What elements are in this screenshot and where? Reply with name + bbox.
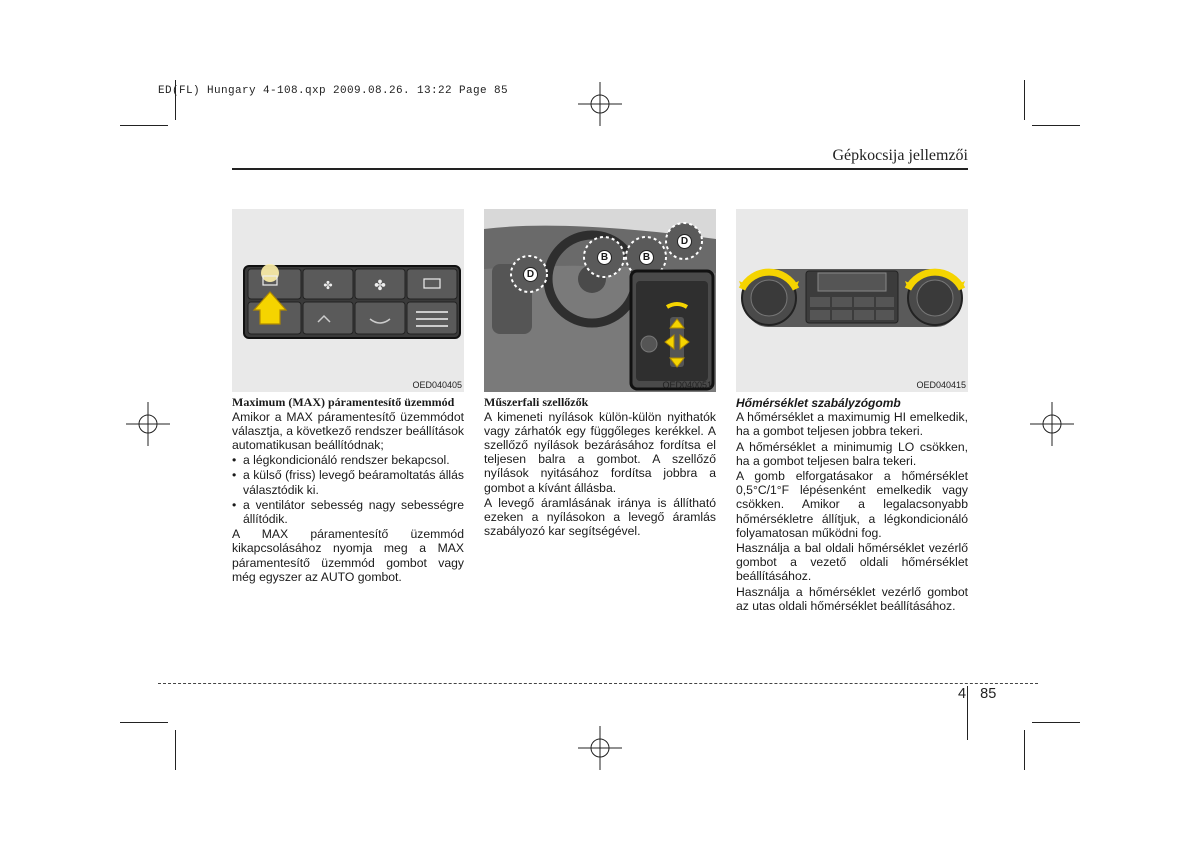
- paragraph: Használja a hőmérséklet vezérlő gombot az utas oldali hőmérséklet beállításához.: [736, 584, 968, 613]
- svg-text:✤: ✤: [374, 278, 386, 294]
- file-info-header: ED(FL) Hungary 4-108.qxp 2009.08.26. 13:22 Page 85: [158, 85, 509, 97]
- footer-dashed-rule: [158, 683, 1038, 684]
- crop-mark: [1032, 125, 1080, 126]
- figure-dashboard-vents: [484, 209, 716, 392]
- figure-temperature-knobs: [736, 209, 968, 392]
- chapter-number: 4: [958, 686, 967, 702]
- middle-column: [484, 396, 716, 539]
- registration-mark-bottom: [578, 726, 622, 770]
- paragraph: A hőmérséklet a minimumig LO csökken, ha a gombot teljesen balra tekeri.: [736, 439, 968, 468]
- svg-text:✤: ✤: [323, 279, 333, 292]
- list-item: • a ventilátor sebesség nagy sebességre állítódik.: [232, 498, 464, 526]
- registration-mark-top: [578, 82, 622, 126]
- callout-label-d-right: D: [677, 234, 692, 249]
- section-heading: Maximum (MAX) páramentesítő üzemmód: [232, 395, 455, 409]
- crop-mark: [1032, 722, 1080, 723]
- paragraph: Amikor a MAX páramentesítő üzemmódot választja, a következő rendszer beállítások automatikusan beállítódnak;: [232, 409, 464, 452]
- registration-mark-left: [126, 402, 170, 446]
- crop-mark: [120, 125, 168, 126]
- section-title: Gépkocsija jellemzői: [832, 147, 968, 164]
- paragraph: A hőmérséklet a maximumig HI emelkedik, ha a gombot teljesen jobbra tekeri.: [736, 410, 968, 439]
- list-item: • a külső (friss) levegő beáramoltatás állás választódik ki.: [232, 468, 464, 496]
- crop-mark: [120, 722, 168, 723]
- callout-label-d-left: D: [523, 267, 538, 282]
- page-number-value: 85: [980, 686, 997, 702]
- paragraph: A kimeneti nyílások külön-külön nyithatók vagy zárhatók egy függőleges kerékkel. A szellőző nyílások bezárásához fordítsa el teljesen balra a gombot. A szellőző nyílások nyitásához fordítsa jobbra a gombot a kívánt állásba.: [484, 409, 716, 495]
- temperature-knobs-illustration: [736, 209, 968, 392]
- bullet-list: [232, 453, 464, 526]
- paragraph: A gomb elforgatásakor a hőmérséklet 0,5°C/1°F lépésenként emelkedik vagy csökken. Amikor a legalacsonyabb hőmérsékletre állítjuk, a légkondicionáló folyamatosan működni fog.: [736, 469, 968, 540]
- callout-label-b-left: B: [597, 250, 612, 265]
- registration-mark-right: [1030, 402, 1074, 446]
- right-column: [736, 396, 968, 614]
- crop-mark: [175, 730, 176, 770]
- crop-mark: [1024, 730, 1025, 770]
- crop-mark: [1024, 80, 1025, 120]
- paragraph: A MAX páramentesítő üzemmód kikapcsolásához nyomja meg a MAX páramentesítő üzemmód gombot vagy még egyszer az AUTO gombot.: [232, 527, 464, 584]
- figure-code: OED040051: [662, 380, 712, 390]
- paragraph: Használja a bal oldali hőmérséklet vezérlő gombot a vezető oldali hőmérséklet beállításához.: [736, 541, 968, 584]
- section-heading: Hőmérséklet szabályzógomb: [736, 396, 901, 410]
- left-column: [232, 396, 464, 585]
- section-heading: Műszerfali szellőzők: [484, 395, 589, 409]
- header-rule: [232, 168, 968, 170]
- page-number: [958, 686, 996, 702]
- figure-code: OED040405: [412, 380, 462, 390]
- figure-climate-panel: [232, 209, 464, 392]
- callout-label-b-right: B: [639, 250, 654, 265]
- climate-panel-illustration: [232, 209, 464, 392]
- paragraph: A levegő áramlásának iránya is állítható ezeken a nyílásokon a levegő áramlás szabályozó kar segítségével.: [484, 495, 716, 539]
- list-item: • a légkondicionáló rendszer bekapcsol.: [232, 453, 464, 467]
- figure-code: OED040415: [916, 380, 966, 390]
